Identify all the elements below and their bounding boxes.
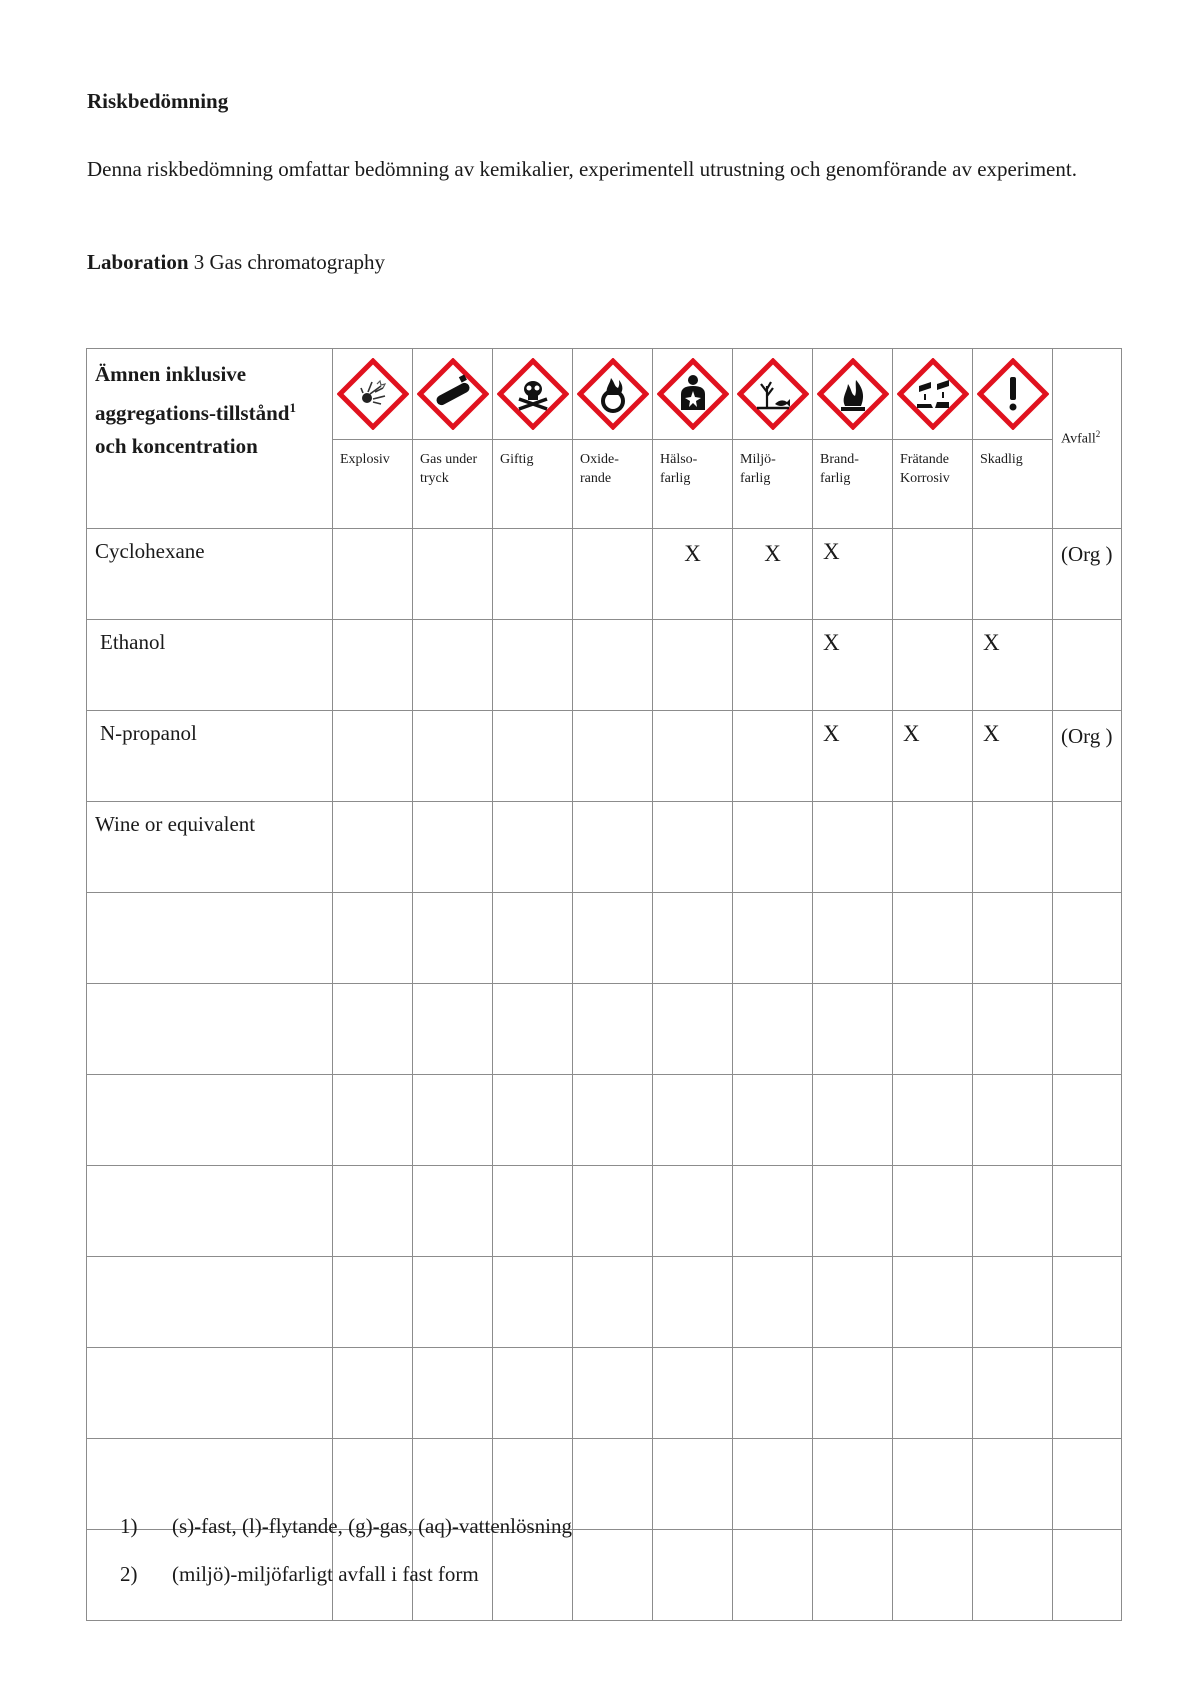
table-row — [87, 984, 1122, 1075]
hazard-mark-cell[interactable] — [333, 802, 413, 893]
hazard-mark-cell[interactable] — [653, 1439, 733, 1530]
hazard-mark-cell[interactable] — [573, 802, 653, 893]
hazard-mark-cell[interactable] — [973, 1348, 1053, 1439]
hazard-mark-cell[interactable] — [733, 1257, 813, 1348]
hazard-mark-cell[interactable] — [733, 1166, 813, 1257]
hazard-mark-cell[interactable] — [813, 1257, 893, 1348]
risk-table — [86, 348, 1122, 1621]
table-row — [87, 620, 1122, 711]
hazard-mark-cell[interactable] — [493, 1530, 573, 1621]
hazard-mark-cell[interactable] — [893, 1166, 973, 1257]
substance-name-cell[interactable] — [87, 1166, 333, 1257]
hazard-mark-cell[interactable] — [813, 1166, 893, 1257]
substance-name-cell[interactable] — [87, 893, 333, 984]
substance-name-cell[interactable] — [87, 984, 333, 1075]
hazard-label: Hälso-farlig — [653, 440, 733, 529]
footnote-text: (miljö)-miljöfarligt avfall i fast form — [172, 1562, 479, 1586]
hazard-mark-cell[interactable] — [493, 1166, 573, 1257]
table-row — [87, 802, 1122, 893]
hazard-mark-cell[interactable]: X — [973, 620, 1053, 711]
footnote-1 — [120, 1514, 572, 1539]
hazard-label: Brand-farlig — [813, 440, 893, 529]
hazard-mark-cell[interactable] — [493, 1348, 573, 1439]
hazard-label: Explosiv — [333, 440, 413, 529]
hazard-mark-cell[interactable] — [653, 1530, 733, 1621]
hazard-mark-cell[interactable] — [653, 1257, 733, 1348]
hazard-mark-cell[interactable]: X — [973, 711, 1053, 802]
hazard-mark-cell[interactable] — [653, 893, 733, 984]
substance-name-cell[interactable] — [87, 1257, 333, 1348]
hazard-mark-cell[interactable] — [653, 1348, 733, 1439]
skull-crossbones-icon — [493, 358, 572, 430]
hazard-mark-cell[interactable]: X — [733, 529, 813, 620]
hazard-mark-cell[interactable] — [573, 893, 653, 984]
flame-over-circle-icon — [573, 358, 652, 430]
hazard-mark-cell[interactable] — [973, 1166, 1053, 1257]
hazard-mark-cell[interactable] — [573, 620, 653, 711]
pictogram-cell-9 — [973, 349, 1053, 440]
waste-cell[interactable] — [1053, 984, 1122, 1075]
table-row — [87, 529, 1122, 620]
hazard-mark-cell[interactable] — [413, 711, 493, 802]
hazard-mark-cell[interactable] — [733, 1075, 813, 1166]
hazard-mark-cell[interactable] — [493, 802, 573, 893]
hazard-mark-cell[interactable] — [653, 984, 733, 1075]
pictogram-cell-1 — [333, 349, 413, 440]
corrosion-icon — [893, 358, 972, 430]
intro-paragraph: Denna riskbedömning omfattar bedömning av kemikalier, experimentell utrustning och genomförande av experiment. — [87, 157, 1077, 181]
hazard-mark-cell[interactable] — [893, 1257, 973, 1348]
hazard-mark-cell[interactable] — [493, 711, 573, 802]
hazard-mark-cell[interactable] — [973, 984, 1053, 1075]
hazard-mark-cell[interactable] — [893, 984, 973, 1075]
substance-name-cell[interactable]: Ethanol — [87, 620, 333, 711]
hazard-mark-cell[interactable] — [973, 529, 1053, 620]
waste-cell[interactable] — [1053, 1257, 1122, 1348]
pictogram-cell-3 — [493, 349, 573, 440]
footnote-number: 1) — [120, 1514, 138, 1538]
hazard-mark-cell[interactable] — [413, 1166, 493, 1257]
exclamation-mark-icon — [973, 358, 1052, 430]
pictogram-cell-4 — [573, 349, 653, 440]
hazard-mark-cell[interactable] — [893, 1348, 973, 1439]
hazard-mark-cell[interactable] — [413, 984, 493, 1075]
table-row — [87, 893, 1122, 984]
hazard-label: Frätande Korrosiv — [893, 440, 973, 529]
table-row — [87, 711, 1122, 802]
table-row — [87, 1257, 1122, 1348]
hazard-mark-cell[interactable] — [413, 802, 493, 893]
lab-name: 3 Gas chromatography — [193, 250, 386, 274]
hazard-label: Miljö-farlig — [733, 440, 813, 529]
hazard-mark-cell[interactable] — [893, 529, 973, 620]
hazard-mark-cell[interactable] — [493, 1075, 573, 1166]
hazard-mark-cell[interactable] — [413, 620, 493, 711]
hazard-mark-cell[interactable] — [493, 893, 573, 984]
substance-name-cell[interactable]: Cyclohexane — [87, 529, 333, 620]
hazard-mark-cell[interactable] — [333, 1075, 413, 1166]
hazard-mark-cell[interactable] — [573, 1348, 653, 1439]
waste-cell[interactable] — [1053, 1075, 1122, 1166]
hazard-mark-cell[interactable] — [733, 1348, 813, 1439]
hazard-mark-cell[interactable] — [653, 1075, 733, 1166]
hazard-mark-cell[interactable] — [333, 711, 413, 802]
hazard-mark-cell[interactable] — [733, 984, 813, 1075]
hazard-mark-cell[interactable] — [573, 1166, 653, 1257]
hazard-mark-cell[interactable] — [733, 1530, 813, 1621]
hazard-mark-cell[interactable] — [653, 1166, 733, 1257]
hazard-mark-cell[interactable]: X — [893, 711, 973, 802]
hazard-mark-cell[interactable] — [813, 893, 893, 984]
hazard-mark-cell[interactable] — [973, 1257, 1053, 1348]
exploding-bomb-icon — [333, 358, 412, 430]
table-row — [87, 1075, 1122, 1166]
hazard-label: Oxide-rande — [573, 440, 653, 529]
footnote-number: 2) — [120, 1562, 138, 1586]
hazard-label: Giftig — [493, 440, 573, 529]
hazard-mark-cell[interactable] — [493, 620, 573, 711]
hazard-mark-cell[interactable] — [893, 802, 973, 893]
substance-header: Ämnen inklusive aggregations-tillstånd$^1$ och koncentration — [87, 349, 333, 529]
hazard-mark-cell[interactable] — [733, 711, 813, 802]
pictogram-cell-5 — [653, 349, 733, 440]
hazard-mark-cell[interactable] — [813, 802, 893, 893]
hazard-mark-cell[interactable] — [973, 1530, 1053, 1621]
waste-cell[interactable] — [1053, 620, 1122, 711]
hazard-mark-cell[interactable] — [493, 984, 573, 1075]
hazard-mark-cell[interactable] — [573, 529, 653, 620]
pictogram-cell-2 — [413, 349, 493, 440]
hazard-mark-cell[interactable] — [653, 620, 733, 711]
hazard-mark-cell[interactable] — [973, 1075, 1053, 1166]
hazard-mark-cell[interactable] — [333, 1166, 413, 1257]
hazard-mark-cell[interactable]: X — [813, 620, 893, 711]
hazard-mark-cell[interactable] — [573, 1257, 653, 1348]
hazard-mark-cell[interactable] — [333, 620, 413, 711]
flame-icon — [813, 358, 892, 430]
table-row — [87, 1348, 1122, 1439]
hazard-label: Gas under tryck — [413, 440, 493, 529]
pictogram-cell-7 — [813, 349, 893, 440]
hazard-mark-cell[interactable] — [413, 893, 493, 984]
header-row-pictograms — [87, 349, 1122, 440]
hazard-mark-cell[interactable] — [333, 984, 413, 1075]
hazard-mark-cell[interactable] — [333, 1257, 413, 1348]
waste-cell[interactable] — [1053, 802, 1122, 893]
hazard-mark-cell[interactable] — [733, 893, 813, 984]
table-row — [87, 1166, 1122, 1257]
hazard-mark-cell[interactable] — [493, 1257, 573, 1348]
hazard-mark-cell[interactable] — [893, 1530, 973, 1621]
substance-name-cell[interactable]: N-propanol — [87, 711, 333, 802]
hazard-mark-cell[interactable] — [653, 802, 733, 893]
hazard-mark-cell[interactable] — [973, 893, 1053, 984]
footnote-text: (s)-fast, (l)-flytande, (g)-gas, (aq)-vattenlösning — [172, 1514, 573, 1538]
hazard-mark-cell[interactable] — [573, 1439, 653, 1530]
waste-cell[interactable] — [1053, 1439, 1122, 1530]
hazard-mark-cell[interactable] — [973, 802, 1053, 893]
hazard-mark-cell[interactable] — [813, 984, 893, 1075]
hazard-mark-cell[interactable] — [733, 1439, 813, 1530]
document-heading: Riskbedömning — [87, 89, 229, 113]
lab-label: Laboration — [87, 250, 189, 274]
hazard-mark-cell[interactable] — [893, 1439, 973, 1530]
hazard-mark-cell[interactable] — [573, 1530, 653, 1621]
hazard-mark-cell[interactable] — [413, 1075, 493, 1166]
hazard-mark-cell[interactable] — [813, 1348, 893, 1439]
waste-cell[interactable]: (Org ) — [1053, 529, 1122, 620]
environment-icon — [733, 358, 812, 430]
lab-title — [87, 250, 385, 275]
waste-cell[interactable] — [1053, 893, 1122, 984]
hazard-mark-cell[interactable]: X — [813, 711, 893, 802]
health-hazard-icon — [653, 358, 732, 430]
hazard-mark-cell[interactable] — [893, 893, 973, 984]
waste-cell[interactable] — [1053, 1530, 1122, 1621]
hazard-mark-cell[interactable] — [813, 1075, 893, 1166]
hazard-mark-cell[interactable] — [653, 711, 733, 802]
hazard-mark-cell[interactable] — [733, 620, 813, 711]
hazard-mark-cell[interactable] — [893, 1075, 973, 1166]
hazard-mark-cell[interactable] — [893, 620, 973, 711]
hazard-mark-cell[interactable] — [413, 1348, 493, 1439]
waste-cell[interactable]: (Org ) — [1053, 711, 1122, 802]
hazard-mark-cell[interactable] — [413, 1257, 493, 1348]
hazard-mark-cell[interactable]: X — [813, 529, 893, 620]
hazard-mark-cell[interactable] — [573, 1075, 653, 1166]
hazard-mark-cell[interactable] — [973, 1439, 1053, 1530]
waste-cell[interactable] — [1053, 1348, 1122, 1439]
hazard-mark-cell[interactable] — [813, 1530, 893, 1621]
waste-cell[interactable] — [1053, 1166, 1122, 1257]
hazard-mark-cell[interactable]: X — [653, 529, 733, 620]
substance-name-cell[interactable] — [87, 1348, 333, 1439]
pictogram-cell-6 — [733, 349, 813, 440]
hazard-mark-cell[interactable] — [413, 529, 493, 620]
substance-name-cell[interactable]: Wine or equivalent — [87, 802, 333, 893]
hazard-mark-cell[interactable] — [333, 1348, 413, 1439]
hazard-mark-cell[interactable] — [813, 1439, 893, 1530]
gas-cylinder-icon — [413, 358, 492, 430]
hazard-mark-cell[interactable] — [333, 529, 413, 620]
hazard-mark-cell[interactable] — [333, 893, 413, 984]
hazard-mark-cell[interactable] — [573, 984, 653, 1075]
waste-header: Avfall$^2$ — [1053, 349, 1122, 529]
hazard-mark-cell[interactable] — [493, 529, 573, 620]
hazard-mark-cell[interactable] — [573, 711, 653, 802]
pictogram-cell-8 — [893, 349, 973, 440]
substance-name-cell[interactable] — [87, 1075, 333, 1166]
footnote-2 — [120, 1562, 479, 1587]
hazard-label: Skadlig — [973, 440, 1053, 529]
hazard-mark-cell[interactable] — [733, 802, 813, 893]
